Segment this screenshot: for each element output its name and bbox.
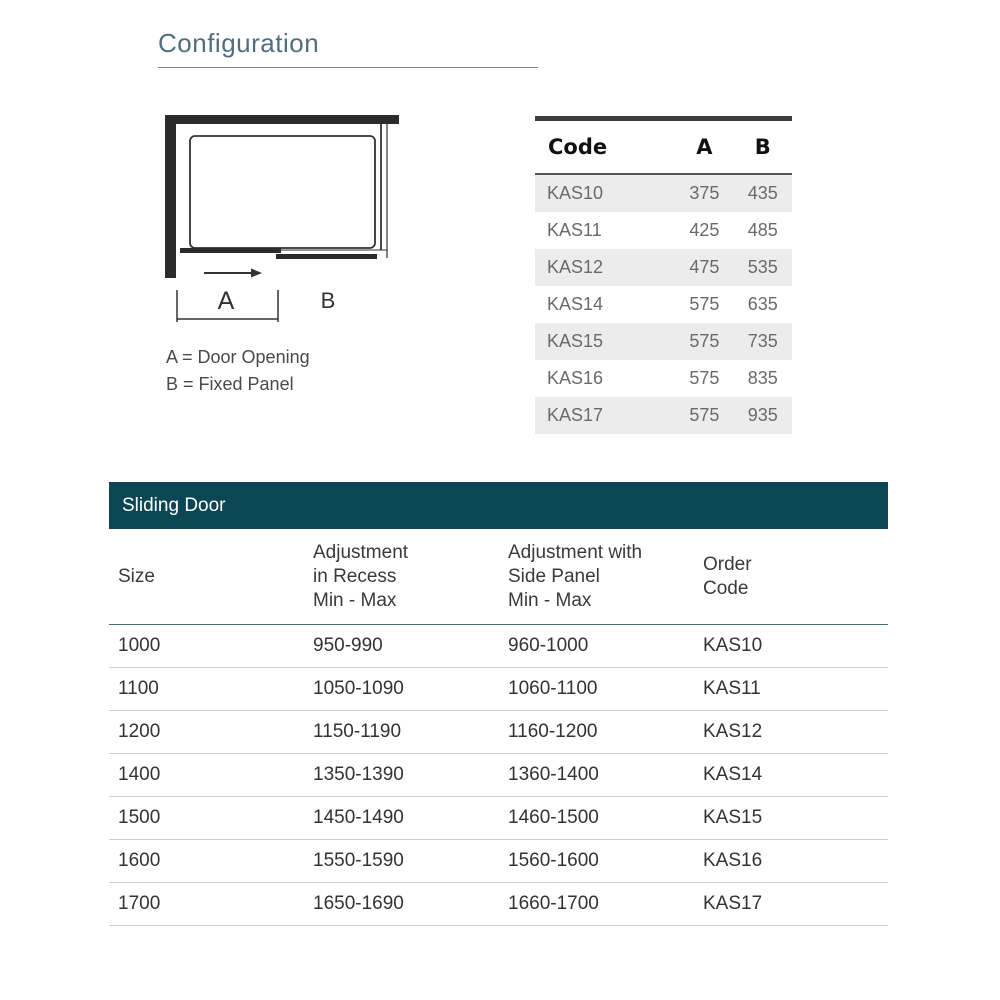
cell-b: 635 bbox=[747, 294, 778, 314]
cell-adjustment-recess: 1550-1590 bbox=[304, 840, 499, 883]
cell-code: KAS12 bbox=[535, 249, 675, 286]
fixed-panel-rail bbox=[276, 254, 377, 259]
cell-adjustment-recess: 1650-1690 bbox=[304, 883, 499, 926]
cell-size: 1600 bbox=[109, 840, 304, 883]
wall-top bbox=[165, 115, 399, 124]
diagram-legend bbox=[166, 344, 310, 398]
column-header-a: A bbox=[675, 119, 733, 175]
cell-code: KAS16 bbox=[547, 368, 604, 388]
cell-code: KAS10 bbox=[535, 174, 675, 212]
table-row bbox=[109, 754, 888, 797]
cell-size: 1500 bbox=[109, 797, 304, 840]
cell-adjustment-side-panel: 1560-1600 bbox=[499, 840, 694, 883]
column-header-b: B bbox=[734, 119, 792, 175]
cell-adjustment-recess: 1450-1490 bbox=[304, 797, 499, 840]
table-row bbox=[109, 668, 888, 711]
cell-adjustment-side-panel: 1360-1400 bbox=[499, 754, 694, 797]
table-header-row bbox=[109, 529, 888, 625]
table-row bbox=[109, 625, 888, 668]
table-row bbox=[535, 212, 792, 249]
table-row bbox=[109, 797, 888, 840]
table-row bbox=[109, 840, 888, 883]
table-row bbox=[109, 883, 888, 926]
dimension-label-b: B bbox=[320, 288, 336, 313]
cell-b: 485 bbox=[747, 220, 778, 240]
table-row bbox=[535, 249, 792, 286]
column-header-size bbox=[109, 529, 304, 625]
header-label: Order Code bbox=[703, 553, 752, 599]
cell-order-code: KAS16 bbox=[694, 840, 888, 883]
cell-b: 735 bbox=[734, 323, 792, 360]
cell-adjustment-recess: 1050-1090 bbox=[304, 668, 499, 711]
cell-a: 425 bbox=[689, 220, 720, 240]
dimension-label-a: A bbox=[217, 287, 235, 315]
cell-a: 575 bbox=[675, 397, 733, 434]
column-header-adjustment-side-panel bbox=[499, 529, 694, 625]
cell-adjustment-side-panel: 1660-1700 bbox=[499, 883, 694, 926]
table-header-row bbox=[535, 119, 792, 175]
header-label: Adjustment with Side Panel Min - Max bbox=[508, 541, 643, 611]
cell-code: KAS15 bbox=[535, 323, 675, 360]
cell-order-code: KAS10 bbox=[694, 625, 888, 668]
header-label: Size bbox=[118, 565, 155, 587]
cell-adjustment-side-panel: 1160-1200 bbox=[499, 711, 694, 754]
cell-size: 1700 bbox=[109, 883, 304, 926]
cell-b: 935 bbox=[734, 397, 792, 434]
legend-fixed-panel: B = Fixed Panel bbox=[166, 374, 294, 394]
table-row bbox=[535, 174, 792, 212]
cell-code: KAS11 bbox=[547, 220, 602, 240]
cell-code: KAS14 bbox=[547, 294, 604, 314]
sliding-door-rail bbox=[180, 248, 281, 253]
cell-adjustment-side-panel: 1460-1500 bbox=[499, 797, 694, 840]
cell-size: 1400 bbox=[109, 754, 304, 797]
sliding-door-table bbox=[109, 529, 888, 926]
table-row bbox=[109, 711, 888, 754]
cell-b: 435 bbox=[734, 174, 792, 212]
cell-a: 475 bbox=[675, 249, 733, 286]
cell-adjustment-side-panel: 1060-1100 bbox=[499, 668, 694, 711]
cell-a: 575 bbox=[689, 368, 720, 388]
cell-size: 1200 bbox=[109, 711, 304, 754]
cell-size: 1000 bbox=[109, 625, 304, 668]
cell-order-code: KAS12 bbox=[694, 711, 888, 754]
enclosure-inner bbox=[190, 136, 375, 248]
cell-code: KAS17 bbox=[535, 397, 675, 434]
cell-b: 535 bbox=[734, 249, 792, 286]
cell-adjustment-recess: 950-990 bbox=[304, 625, 499, 668]
column-header-order-code bbox=[694, 529, 888, 625]
column-header-code: Code bbox=[535, 119, 675, 175]
header-label: Adjustment in Recess Min - Max bbox=[313, 541, 409, 611]
cell-a: 375 bbox=[675, 174, 733, 212]
title-underline bbox=[158, 67, 538, 68]
cell-a: 575 bbox=[689, 294, 720, 314]
cell-a: 575 bbox=[675, 323, 733, 360]
cell-b: 835 bbox=[747, 368, 778, 388]
cell-adjustment-recess: 1350-1390 bbox=[304, 754, 499, 797]
wall-left bbox=[165, 115, 176, 278]
cell-adjustment-recess: 1150-1190 bbox=[304, 711, 499, 754]
cell-order-code: KAS11 bbox=[694, 668, 888, 711]
shower-configuration-diagram bbox=[150, 100, 430, 330]
cell-adjustment-side-panel: 960-1000 bbox=[499, 625, 694, 668]
cell-size: 1100 bbox=[109, 668, 304, 711]
cell-order-code: KAS15 bbox=[694, 797, 888, 840]
table-row bbox=[535, 286, 792, 323]
code-dimension-table bbox=[535, 116, 792, 434]
column-header-adjustment-recess bbox=[304, 529, 499, 625]
cell-order-code: KAS14 bbox=[694, 754, 888, 797]
table-row bbox=[535, 360, 792, 397]
table-row bbox=[535, 397, 792, 434]
legend-door-opening: A = Door Opening bbox=[166, 347, 310, 367]
table-row bbox=[535, 323, 792, 360]
cell-order-code: KAS17 bbox=[694, 883, 888, 926]
page-title: Configuration bbox=[158, 28, 320, 58]
sliding-door-banner: Sliding Door bbox=[109, 482, 888, 529]
